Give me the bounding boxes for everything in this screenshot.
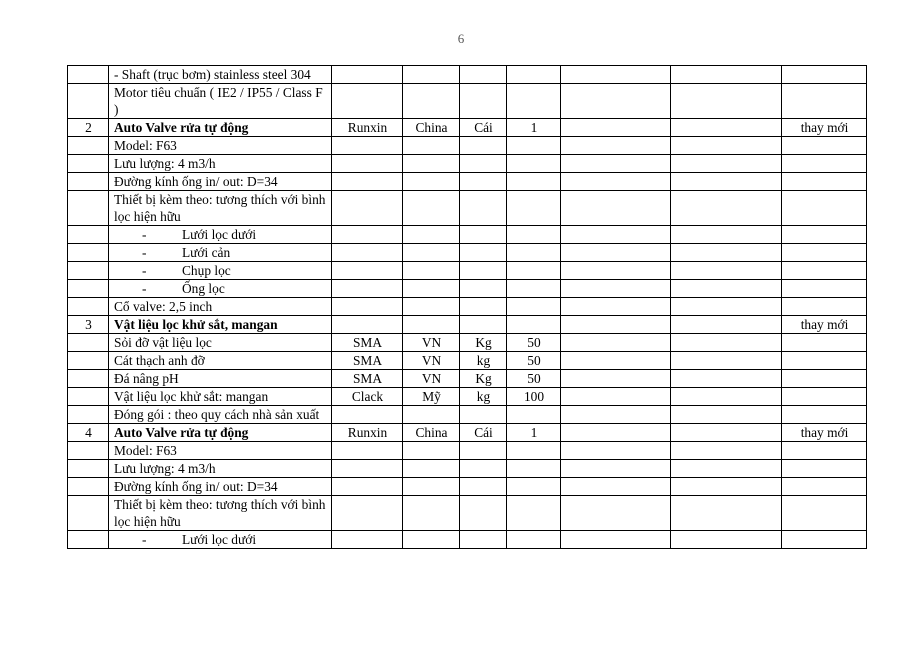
- table-row: [68, 496, 867, 531]
- amount-cell: [671, 478, 782, 496]
- origin-cell: [403, 84, 460, 119]
- bullet-text: Lưới cản: [182, 245, 231, 260]
- origin-cell: [403, 478, 460, 496]
- brand-cell: [332, 173, 403, 191]
- dash-bullet: -: [142, 263, 147, 278]
- price-cell: [561, 226, 671, 244]
- item-number-cell: [68, 478, 109, 496]
- amount-cell: [671, 388, 782, 406]
- item-number-cell: [68, 137, 109, 155]
- dash-bullet: -: [142, 281, 147, 296]
- description-cell: Auto Valve rửa tự động: [109, 119, 332, 137]
- amount-cell: [671, 496, 782, 531]
- item-number-cell: [68, 298, 109, 316]
- quantity-cell: [507, 84, 561, 119]
- origin-cell: [403, 531, 460, 549]
- bullet-item: [114, 280, 327, 297]
- item-number-cell: [68, 531, 109, 549]
- brand-cell: Runxin: [332, 119, 403, 137]
- quantity-cell: [507, 262, 561, 280]
- unit-cell: Kg: [460, 334, 507, 352]
- equipment-spec-table: [67, 65, 867, 549]
- item-number-cell: [68, 406, 109, 424]
- quantity-cell: [507, 137, 561, 155]
- unit-cell: [460, 262, 507, 280]
- price-cell: [561, 244, 671, 262]
- brand-cell: SMA: [332, 352, 403, 370]
- item-number-cell: [68, 191, 109, 226]
- note-cell: [782, 244, 867, 262]
- description-cell: [109, 244, 332, 262]
- brand-cell: [332, 531, 403, 549]
- item-number-cell: [68, 370, 109, 388]
- table-row: [68, 155, 867, 173]
- brand-cell: [332, 496, 403, 531]
- amount-cell: [671, 191, 782, 226]
- amount-cell: [671, 334, 782, 352]
- amount-cell: [671, 531, 782, 549]
- note-cell: [782, 191, 867, 226]
- quantity-cell: [507, 316, 561, 334]
- amount-cell: [671, 316, 782, 334]
- price-cell: [561, 280, 671, 298]
- table-row: [68, 370, 867, 388]
- unit-cell: [460, 66, 507, 84]
- origin-cell: [403, 66, 460, 84]
- description-cell: Motor tiêu chuẩn ( IE2 / IP55 / Class F ): [109, 84, 332, 119]
- description-cell: Auto Valve rửa tự động: [109, 424, 332, 442]
- origin-cell: VN: [403, 334, 460, 352]
- brand-cell: [332, 137, 403, 155]
- note-cell: [782, 155, 867, 173]
- unit-cell: [460, 173, 507, 191]
- note-cell: thay mới: [782, 316, 867, 334]
- origin-cell: [403, 244, 460, 262]
- brand-cell: [332, 298, 403, 316]
- amount-cell: [671, 370, 782, 388]
- unit-cell: kg: [460, 388, 507, 406]
- amount-cell: [671, 119, 782, 137]
- table-row: [68, 173, 867, 191]
- brand-cell: [332, 316, 403, 334]
- bullet-text: Ống lọc: [182, 281, 225, 296]
- price-cell: [561, 155, 671, 173]
- note-cell: [782, 298, 867, 316]
- quantity-cell: [507, 173, 561, 191]
- amount-cell: [671, 298, 782, 316]
- table-row: [68, 531, 867, 549]
- origin-cell: VN: [403, 370, 460, 388]
- table-row: [68, 352, 867, 370]
- quantity-cell: [507, 496, 561, 531]
- unit-cell: Kg: [460, 370, 507, 388]
- price-cell: [561, 442, 671, 460]
- item-number-cell: [68, 280, 109, 298]
- origin-cell: [403, 280, 460, 298]
- unit-cell: [460, 496, 507, 531]
- description-cell: [109, 262, 332, 280]
- table-body: [68, 66, 867, 549]
- unit-cell: [460, 84, 507, 119]
- description-cell: Đường kính ống in/ out: D=34: [109, 478, 332, 496]
- quantity-cell: 100: [507, 388, 561, 406]
- price-cell: [561, 460, 671, 478]
- note-cell: [782, 84, 867, 119]
- origin-cell: [403, 226, 460, 244]
- brand-cell: [332, 478, 403, 496]
- bullet-text: Lưới lọc dưới: [182, 532, 257, 547]
- origin-cell: Mỹ: [403, 388, 460, 406]
- origin-cell: [403, 173, 460, 191]
- brand-cell: SMA: [332, 334, 403, 352]
- price-cell: [561, 298, 671, 316]
- page-number: 6: [457, 31, 465, 46]
- item-number-cell: [68, 155, 109, 173]
- item-number-cell: 4: [68, 424, 109, 442]
- origin-cell: [403, 496, 460, 531]
- brand-cell: [332, 442, 403, 460]
- quantity-cell: [507, 478, 561, 496]
- amount-cell: [671, 424, 782, 442]
- origin-cell: [403, 298, 460, 316]
- unit-cell: [460, 531, 507, 549]
- table-row: [68, 388, 867, 406]
- amount-cell: [671, 84, 782, 119]
- note-cell: [782, 137, 867, 155]
- table-row: [68, 226, 867, 244]
- unit-cell: [460, 137, 507, 155]
- item-number-cell: [68, 352, 109, 370]
- table-row: [68, 478, 867, 496]
- bullet-text: Lưới lọc dưới: [182, 227, 257, 242]
- origin-cell: [403, 191, 460, 226]
- description-cell: Model: F63: [109, 137, 332, 155]
- note-cell: thay mới: [782, 119, 867, 137]
- description-cell: Thiết bị kèm theo: tương thích với bình lọc hiện hữu: [109, 191, 332, 226]
- price-cell: [561, 137, 671, 155]
- item-number-cell: 2: [68, 119, 109, 137]
- origin-cell: [403, 316, 460, 334]
- item-number-cell: [68, 226, 109, 244]
- brand-cell: [332, 262, 403, 280]
- quantity-cell: 1: [507, 119, 561, 137]
- item-number-cell: 3: [68, 316, 109, 334]
- note-cell: [782, 370, 867, 388]
- quantity-cell: 50: [507, 334, 561, 352]
- item-number-cell: [68, 460, 109, 478]
- description-cell: Đường kính ống in/ out: D=34: [109, 173, 332, 191]
- brand-cell: [332, 191, 403, 226]
- table-row: [68, 424, 867, 442]
- amount-cell: [671, 226, 782, 244]
- bullet-item: [114, 226, 327, 243]
- unit-cell: [460, 191, 507, 226]
- quantity-cell: [507, 442, 561, 460]
- bullet-item: [114, 244, 327, 261]
- bullet-item: [114, 262, 327, 279]
- unit-cell: Cái: [460, 424, 507, 442]
- item-number-cell: [68, 66, 109, 84]
- amount-cell: [671, 66, 782, 84]
- unit-cell: [460, 155, 507, 173]
- brand-cell: [332, 84, 403, 119]
- quantity-cell: [507, 66, 561, 84]
- brand-cell: [332, 66, 403, 84]
- origin-cell: [403, 406, 460, 424]
- description-cell: Cát thạch anh đỡ: [109, 352, 332, 370]
- table-row: [68, 406, 867, 424]
- item-number-cell: [68, 388, 109, 406]
- origin-cell: VN: [403, 352, 460, 370]
- price-cell: [561, 334, 671, 352]
- note-cell: thay mới: [782, 424, 867, 442]
- unit-cell: [460, 442, 507, 460]
- brand-cell: [332, 406, 403, 424]
- price-cell: [561, 84, 671, 119]
- item-number-cell: [68, 84, 109, 119]
- item-number-cell: [68, 334, 109, 352]
- quantity-cell: 1: [507, 424, 561, 442]
- item-number-cell: [68, 173, 109, 191]
- price-cell: [561, 352, 671, 370]
- origin-cell: [403, 262, 460, 280]
- quantity-cell: [507, 531, 561, 549]
- brand-cell: [332, 155, 403, 173]
- origin-cell: China: [403, 119, 460, 137]
- unit-cell: [460, 316, 507, 334]
- origin-cell: [403, 137, 460, 155]
- description-cell: [109, 280, 332, 298]
- note-cell: [782, 478, 867, 496]
- price-cell: [561, 66, 671, 84]
- brand-cell: [332, 460, 403, 478]
- description-cell: [109, 531, 332, 549]
- price-cell: [561, 191, 671, 226]
- amount-cell: [671, 280, 782, 298]
- note-cell: [782, 460, 867, 478]
- table-row: [68, 119, 867, 137]
- description-cell: Thiết bị kèm theo: tương thích với bình lọc hiện hữu: [109, 496, 332, 531]
- description-cell: [109, 226, 332, 244]
- quantity-cell: 50: [507, 370, 561, 388]
- origin-cell: China: [403, 424, 460, 442]
- description-cell: - Shaft (trục bơm) stainless steel 304: [109, 66, 332, 84]
- table-row: [68, 442, 867, 460]
- description-cell: Lưu lượng: 4 m3/h: [109, 460, 332, 478]
- unit-cell: [460, 244, 507, 262]
- note-cell: [782, 531, 867, 549]
- amount-cell: [671, 173, 782, 191]
- quantity-cell: [507, 280, 561, 298]
- unit-cell: [460, 298, 507, 316]
- amount-cell: [671, 406, 782, 424]
- quantity-cell: [507, 406, 561, 424]
- origin-cell: [403, 155, 460, 173]
- note-cell: [782, 496, 867, 531]
- unit-cell: [460, 460, 507, 478]
- unit-cell: [460, 478, 507, 496]
- description-cell: Đá nâng pH: [109, 370, 332, 388]
- amount-cell: [671, 155, 782, 173]
- note-cell: [782, 406, 867, 424]
- item-number-cell: [68, 496, 109, 531]
- item-number-cell: [68, 442, 109, 460]
- quantity-cell: 50: [507, 352, 561, 370]
- origin-cell: [403, 442, 460, 460]
- description-cell: Vật liệu lọc khử sắt, mangan: [109, 316, 332, 334]
- amount-cell: [671, 262, 782, 280]
- price-cell: [561, 173, 671, 191]
- dash-bullet: -: [142, 227, 147, 242]
- quantity-cell: [507, 298, 561, 316]
- description-cell: Đóng gói : theo quy cách nhà sản xuất: [109, 406, 332, 424]
- amount-cell: [671, 244, 782, 262]
- unit-cell: kg: [460, 352, 507, 370]
- table-row: [68, 137, 867, 155]
- dash-bullet: -: [142, 532, 147, 547]
- amount-cell: [671, 442, 782, 460]
- unit-cell: Cái: [460, 119, 507, 137]
- price-cell: [561, 119, 671, 137]
- table-row: [68, 316, 867, 334]
- brand-cell: Clack: [332, 388, 403, 406]
- note-cell: [782, 388, 867, 406]
- unit-cell: [460, 226, 507, 244]
- price-cell: [561, 496, 671, 531]
- brand-cell: Runxin: [332, 424, 403, 442]
- table-row: [68, 66, 867, 84]
- price-cell: [561, 262, 671, 280]
- quantity-cell: [507, 460, 561, 478]
- price-cell: [561, 316, 671, 334]
- price-cell: [561, 406, 671, 424]
- amount-cell: [671, 352, 782, 370]
- note-cell: [782, 334, 867, 352]
- price-cell: [561, 478, 671, 496]
- quantity-cell: [507, 244, 561, 262]
- bullet-item: [114, 531, 327, 548]
- table-row: [68, 460, 867, 478]
- note-cell: [782, 66, 867, 84]
- amount-cell: [671, 137, 782, 155]
- dash-bullet: -: [142, 245, 147, 260]
- description-cell: Sỏi đỡ vật liệu lọc: [109, 334, 332, 352]
- description-cell: Model: F63: [109, 442, 332, 460]
- quantity-cell: [507, 226, 561, 244]
- table-row: [68, 84, 867, 119]
- description-cell: Vật liệu lọc khử sắt: mangan: [109, 388, 332, 406]
- description-cell: Cổ valve: 2,5 inch: [109, 298, 332, 316]
- description-cell: Lưu lượng: 4 m3/h: [109, 155, 332, 173]
- note-cell: [782, 280, 867, 298]
- table-row: [68, 298, 867, 316]
- table-row: [68, 244, 867, 262]
- note-cell: [782, 173, 867, 191]
- brand-cell: SMA: [332, 370, 403, 388]
- origin-cell: [403, 460, 460, 478]
- quantity-cell: [507, 191, 561, 226]
- note-cell: [782, 352, 867, 370]
- note-cell: [782, 442, 867, 460]
- unit-cell: [460, 406, 507, 424]
- table-row: [68, 262, 867, 280]
- brand-cell: [332, 280, 403, 298]
- bullet-text: Chụp lọc: [182, 263, 231, 278]
- price-cell: [561, 424, 671, 442]
- price-cell: [561, 370, 671, 388]
- price-cell: [561, 388, 671, 406]
- table-row: [68, 280, 867, 298]
- item-number-cell: [68, 244, 109, 262]
- price-cell: [561, 531, 671, 549]
- unit-cell: [460, 280, 507, 298]
- brand-cell: [332, 226, 403, 244]
- table-row: [68, 191, 867, 226]
- table-row: [68, 334, 867, 352]
- note-cell: [782, 262, 867, 280]
- amount-cell: [671, 460, 782, 478]
- brand-cell: [332, 244, 403, 262]
- quantity-cell: [507, 155, 561, 173]
- note-cell: [782, 226, 867, 244]
- item-number-cell: [68, 262, 109, 280]
